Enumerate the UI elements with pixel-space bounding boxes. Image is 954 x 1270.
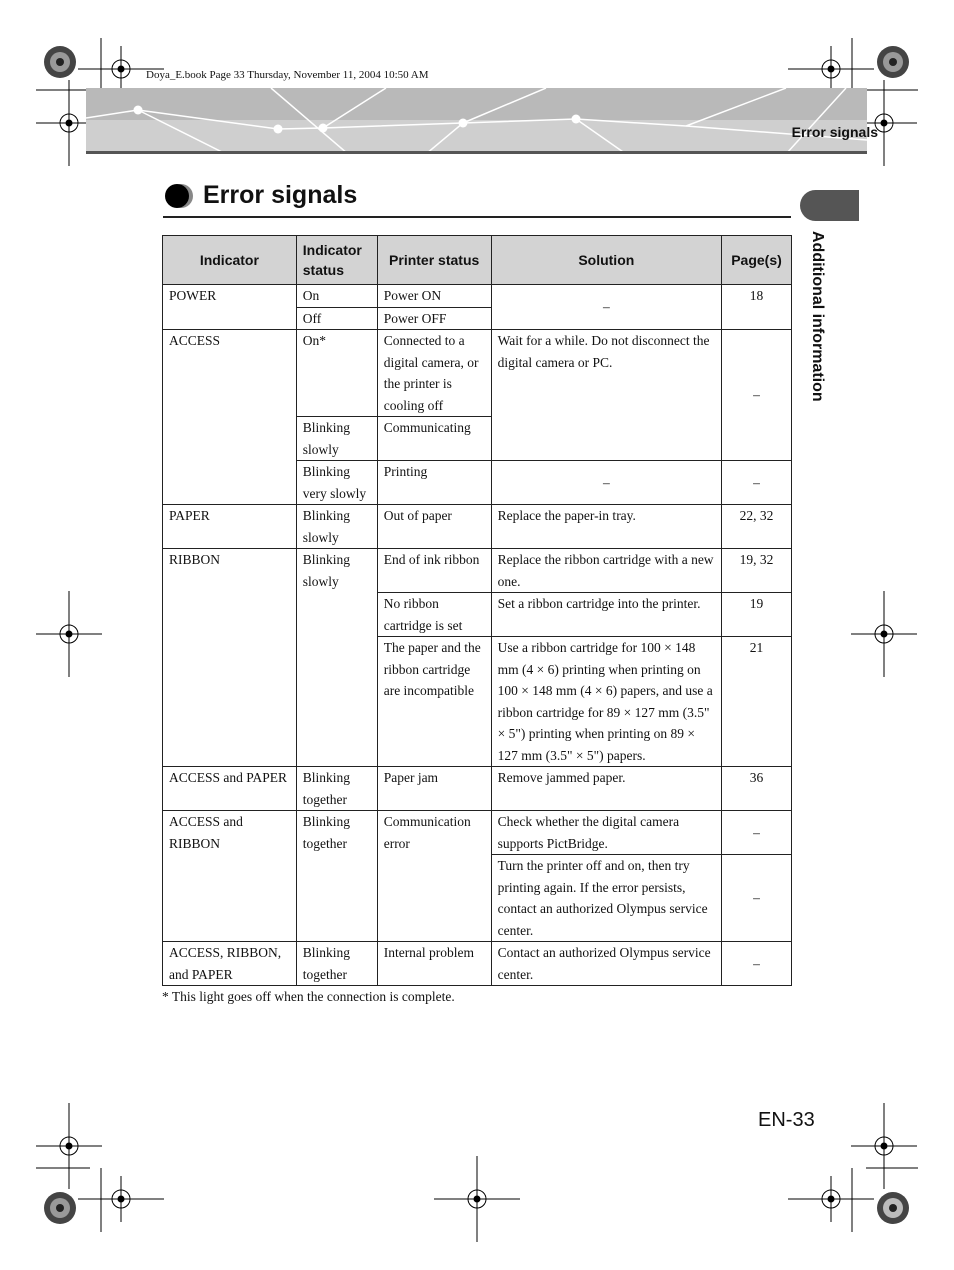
cell-printer-status: The paper and the ribbon cartridge are incompatible [377,637,491,767]
table-row [163,330,792,417]
cell-indicator: ACCESS and PAPER [163,767,297,811]
cell-status: Blinking slowly [296,417,377,461]
cell-printer-status: Communication error [377,811,491,942]
cell-pages: – [722,330,792,461]
cell-indicator: ACCESS, RIBBON, and PAPER [163,942,297,986]
cell-pages: – [722,855,792,942]
cell-status: Blinking slowly [296,505,377,549]
cell-solution: Remove jammed paper. [491,767,721,811]
cell-pages: 19, 32 [722,549,792,593]
header-pages: Page(s) [722,236,792,285]
cell-indicator: RIBBON [163,549,297,767]
header-solution: Solution [491,236,721,285]
cell-solution: – [491,285,721,330]
header-banner [86,88,867,154]
cell-pages: 22, 32 [722,505,792,549]
table-header-row [163,236,792,285]
cell-printer-status: Connected to a digital camera, or the printer is cooling off [377,330,491,417]
cell-pages: – [722,811,792,855]
cell-solution: Replace the paper-in tray. [491,505,721,549]
cell-status: Blinking together [296,811,377,942]
print-header: Doya_E.book Page 33 Thursday, November 11, 2004 10:50 AM [146,69,429,81]
cell-status: On [296,285,377,308]
page-number: EN-33 [758,1109,815,1131]
cell-printer-status: Out of paper [377,505,491,549]
cell-pages: – [722,942,792,986]
header-printer-status: Printer status [377,236,491,285]
table-row [163,285,792,308]
cell-solution: Contact an authorized Olympus service center. [491,942,721,986]
page-title: Error signals [203,181,358,209]
title-bullet-icon [164,182,194,210]
table-footnote: * This light goes off when the connection is complete. [162,989,455,1004]
table-row [163,767,792,811]
cell-printer-status: Power ON [377,285,491,308]
cell-pages: 21 [722,637,792,767]
cell-printer-status: End of ink ribbon [377,549,491,593]
cell-status: Blinking together [296,767,377,811]
cell-solution: Set a ribbon cartridge into the printer. [491,593,721,637]
cell-printer-status: Communicating [377,417,491,461]
cell-status: On* [296,330,377,417]
cell-printer-status: No ribbon cartridge is set [377,593,491,637]
header-indicator-status: Indicator status [296,236,377,285]
cell-printer-status: Paper jam [377,767,491,811]
cell-solution: – [491,461,721,505]
banner-section-label: Error signals [791,124,878,140]
cell-pages: – [722,461,792,505]
cell-status: Blinking slowly [296,549,377,767]
side-section-label: Additional information [809,231,826,402]
table-row [163,811,792,855]
cell-indicator: POWER [163,285,297,330]
table-row [163,505,792,549]
cell-pages: 36 [722,767,792,811]
cell-solution: Turn the printer off and on, then try printing again. If the error persists, contact an authorized Olympus service center. [491,855,721,942]
cell-printer-status: Printing [377,461,491,505]
cell-indicator: PAPER [163,505,297,549]
cell-solution: Check whether the digital camera supports PictBridge. [491,811,721,855]
cell-status: Blinking together [296,942,377,986]
banner-decoration [86,88,867,154]
table-row [163,549,792,593]
header-indicator: Indicator [163,236,297,285]
cell-printer-status: Internal problem [377,942,491,986]
cell-indicator: ACCESS and RIBBON [163,811,297,942]
cell-solution: Use a ribbon cartridge for 100 × 148 mm (4 × 6) printing when printing on 100 × 148 mm (4 × 6) papers, and use a ribbon cartridge for 89 × 127 mm (3.5" × 5") printing when printing on 89 × 127 mm (3.5" × 5") papers. [491,637,721,767]
cell-solution: Wait for a while. Do not disconnect the digital camera or PC. [491,330,721,461]
cell-status: Blinking very slowly [296,461,377,505]
cell-pages: 18 [722,285,792,330]
section-tab [800,190,859,221]
table-row [163,942,792,986]
cell-indicator: ACCESS [163,330,297,505]
cell-status: Off [296,307,377,330]
cell-pages: 19 [722,593,792,637]
cell-solution: Replace the ribbon cartridge with a new one. [491,549,721,593]
error-signals-table [162,235,792,986]
cell-printer-status: Power OFF [377,307,491,330]
title-block [163,180,791,218]
